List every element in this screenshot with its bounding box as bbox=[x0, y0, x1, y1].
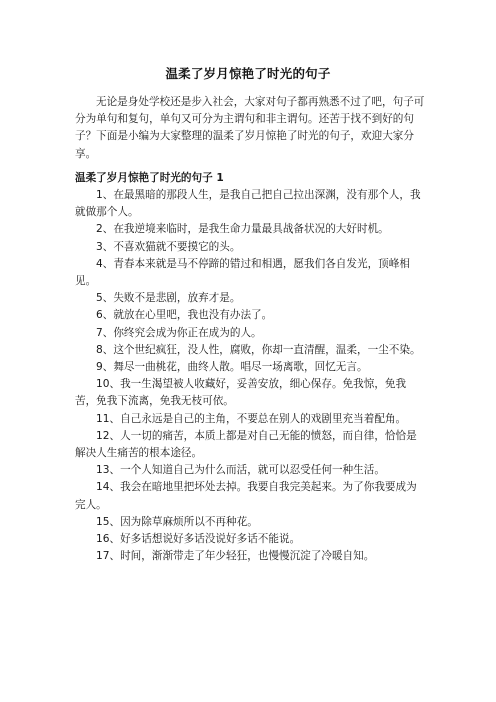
document-title: 温柔了岁月惊艳了时光的句子 bbox=[165, 66, 331, 81]
list-item: 1、在最黑暗的那段人生，是我自己把自己拉出深渊，没有那个人，我就做那个人。 bbox=[75, 189, 421, 219]
list-item: 7、你终究会成为你正在成为的人。 bbox=[96, 326, 262, 339]
list-item: 17、时间，渐渐带走了年少轻狂，也慢慢沉淀了冷暖自知。 bbox=[96, 550, 375, 563]
list-item: 16、好多话想说好多话没说好多话不能说。 bbox=[96, 533, 301, 546]
list-item: 4、青春本来就是马不停蹄的错过和相遇，愿我们各自发光，顶峰相见。 bbox=[75, 257, 410, 288]
section-heading: 温柔了岁月惊艳了时光的句子 1 bbox=[75, 172, 224, 184]
list-item: 6、就放在心里吧，我也没有办法了。 bbox=[96, 309, 273, 322]
list-item: 13、一个人知道自己为什么而活，就可以忍受任何一种生活。 bbox=[96, 464, 385, 477]
list-item: 8、这个世纪疯狂，没人性，腐败，你却一直清醒，温柔，一尘不染。 bbox=[96, 343, 421, 356]
list-item: 12、人一切的痛苦，本质上都是对自己无能的愤怒，而自律，恰恰是解决人生痛苦的根本途径。 bbox=[75, 429, 417, 460]
list-item: 14、我会在暗地里把坏处去掉。我要自我完美起来。为了你我要成为完人。 bbox=[75, 481, 417, 511]
list-item: 5、失败不是悲剧，放弃才是。 bbox=[96, 292, 241, 305]
sentence-list bbox=[75, 187, 427, 565]
list-item: 11、自己永远是自己的主角，不要总在别人的戏剧里充当着配角。 bbox=[96, 412, 407, 425]
list-item: 9、舞尽一曲桃花，曲终人散。唱尽一场离歌，回忆无言。 bbox=[96, 361, 368, 374]
intro-paragraph: 无论是身处学校还是步入社会，大家对句子都再熟悉不过了吧，句子可分为单句和复句，单句又可分为主谓句和非主谓句。还苦于找不到好的句子？下面是小编为大家整理的温柔了岁月惊艳了时光的句子，欢迎大家分享。 bbox=[75, 96, 425, 160]
list-item: 2、在我逆境来临时，是我生命力量最具战备状况的大好时机。 bbox=[96, 223, 389, 236]
list-item: 3、不喜欢猫就不要摸它的头。 bbox=[96, 240, 241, 253]
list-item: 15、因为除草麻烦所以不再种花。 bbox=[96, 515, 258, 528]
list-item: 10、我一生渴望被人收藏好，妥善安放，细心保存。免我惊，免我苦，免我下流离，免我无枝可依。 bbox=[75, 378, 407, 408]
